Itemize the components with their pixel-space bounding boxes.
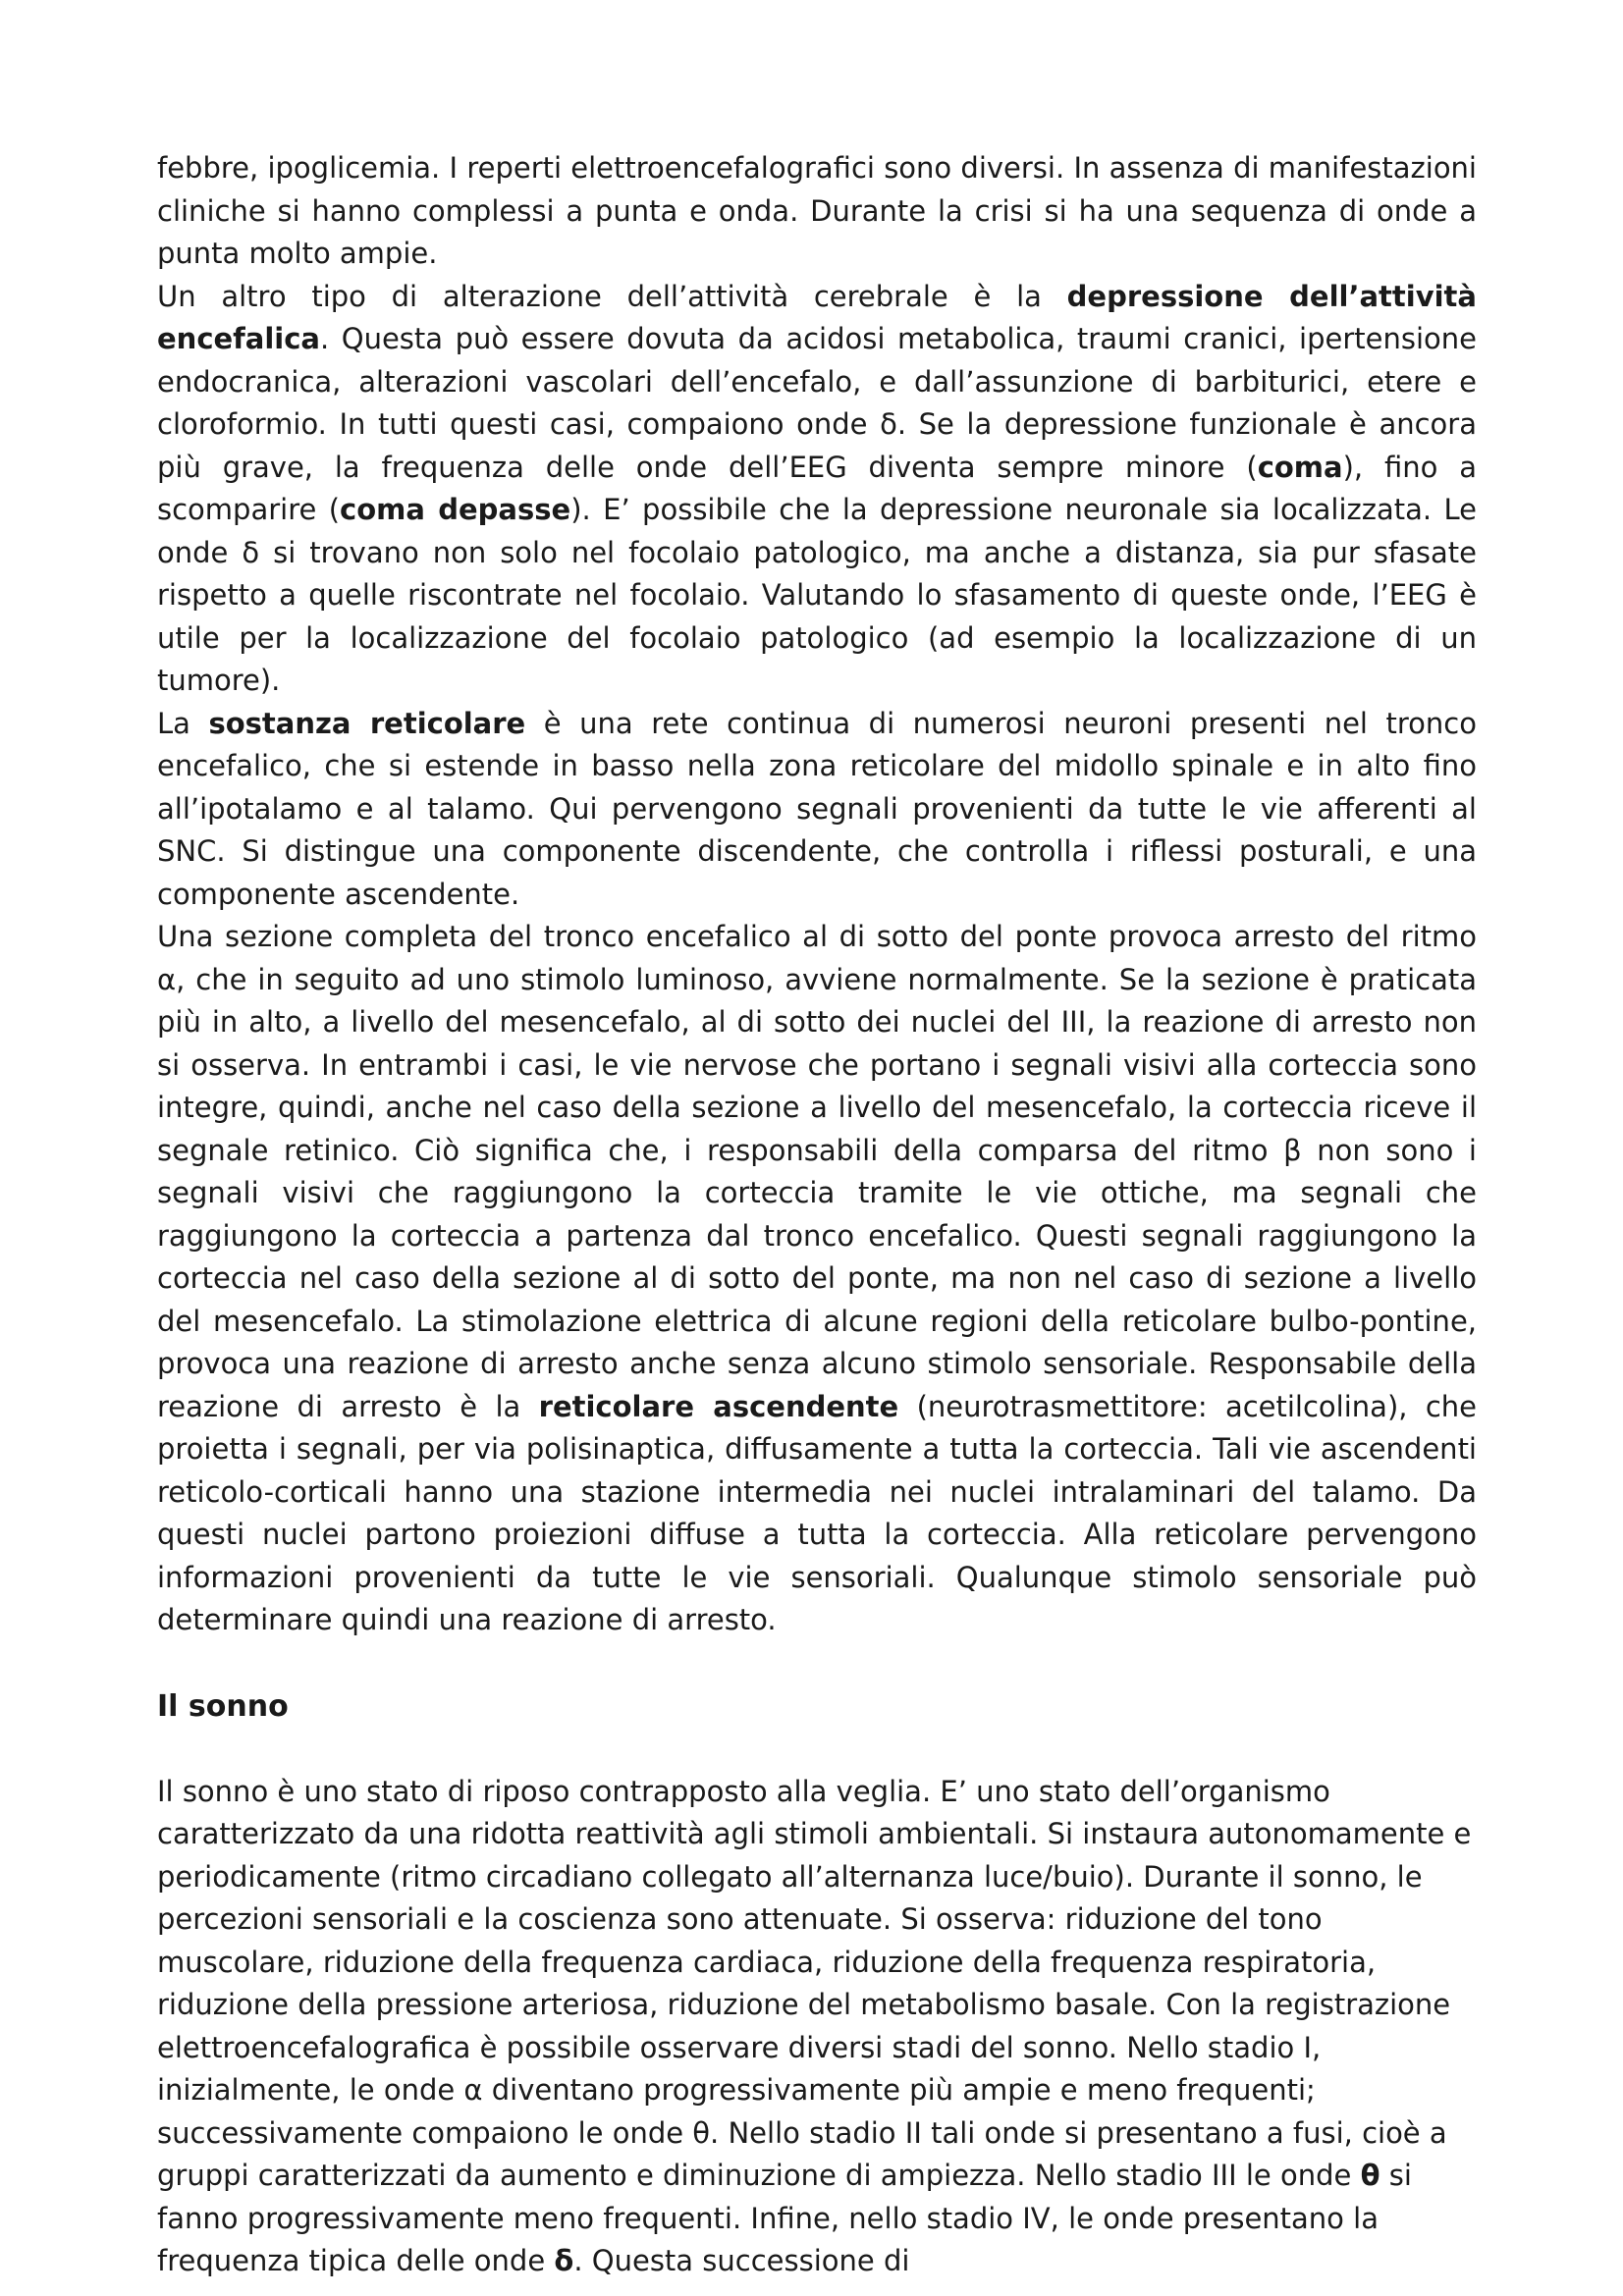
text-run: febbre, ipoglicemia. I reperti elettroencefalografici sono diversi. In assenza di manifestazioni cliniche si hanno complessi a punta e onda. Durante la crisi si ha una sequenza di onde a punta molto ampie. (157, 151, 1477, 270)
body-text (157, 147, 1477, 1642)
sleep-paragraph (157, 1771, 1477, 2283)
text-run: si fanno progressivamente meno frequenti. Infine, nello stadio IV, le onde presentano la frequenza tipica delle onde (157, 2159, 1412, 2277)
bold-term: reticolare ascendente (538, 1389, 899, 1423)
text-run: La (157, 706, 209, 740)
bold-term: sostanza reticolare (208, 706, 526, 740)
bold-term: δ (554, 2244, 574, 2277)
bold-term: coma (1257, 450, 1343, 484)
bold-term: θ (1360, 2159, 1380, 2192)
bold-term: coma depasse (340, 493, 571, 526)
text-run: Un altro tipo di alterazione dell’attività cerebrale è la (157, 279, 1067, 313)
text-run: Il sonno è uno stato di riposo contrapposto alla veglia. E’ uno stato dell’organismo caratterizzato da una ridotta reattività agli stimoli ambientali. Si instaura autonomamente e periodicamente (ritmo circadiano collegato all’alternanza luce/buio). Durante il sonno, le percezioni sensoriali e la coscienza sono attenuate. Si osserva: riduzione del tono muscolare, riduzione della frequenza cardiaca, riduzione della frequenza respiratoria, riduzione della pressione arteriosa, riduzione del metabolismo basale. Con la registrazione elettroencefalografica è possibile osservare diversi stadi del sonno. Nello stadio I, inizialmente, le onde α diventano progressivamente più ampie e meno frequenti; successivamente compaiono le onde θ. Nello stadio II tali onde si presentano a fusi, cioè a gruppi caratterizzati da aumento e diminuzione di ampiezza. Nello stadio III le onde (157, 1774, 1472, 2192)
text-run: ), fino a scomparire ( (157, 450, 1477, 526)
text-run: è una rete continua di numerosi neuroni presenti nel tronco encefalico, che si estende in basso nella zona reticolare del midollo spinale e in alto fino all’ipotalamo e al talamo. Qui pervengono segnali provenienti da tutte le vie afferenti al SNC. Si distingue una componente discendente, che controlla i riflessi posturali, e una componente ascendente. (157, 706, 1477, 911)
bold-term: depressione dell’attività encefalica (157, 279, 1477, 355)
text-run: . Questa successione di (573, 2244, 910, 2277)
section-heading: Il sonno (157, 1688, 289, 1724)
paragraph (157, 703, 1477, 917)
text-run: Una sezione completa del tronco encefalico al di sotto del ponte provoca arresto del ritmo α, che in seguito ad uno stimolo luminoso, avviene normalmente. Se la sezione è praticata più in alto, a livello del mesencefalo, al di sotto dei nuclei del III, la reazione di arresto non si osserva. In entrambi i casi, le vie nervose che portano i segnali visivi alla corteccia sono integre, quindi, anche nel caso della sezione a livello del mesencefalo, la corteccia riceve il segnale retinico. Ciò significa che, i responsabili della comparsa del ritmo β non sono i segnali visivi che raggiungono la corteccia tramite le vie ottiche, ma segnali che raggiungono la corteccia a partenza dal tronco encefalico. Questi segnali raggiungono la corteccia nel caso della sezione al di sotto del ponte, ma non nel caso di sezione a livello del mesencefalo. La stimolazione elettrica di alcune regioni della reticolare bulbo-pontine, provoca una reazione di arresto anche senza alcuno stimolo sensoriale. Responsabile della reazione di arresto è la (157, 920, 1477, 1423)
text-run: . Questa può essere dovuta da acidosi metabolica, traumi cranici, ipertensione endocranica, alterazioni vascolari dell’encefalo, e dall’assunzione di barbiturici, etere e cloroformio. In tutti questi casi, compaiono onde δ. Se la depressione funzionale è ancora più grave, la frequenza delle onde dell’EEG diventa sempre minore ( (157, 322, 1477, 484)
document-page (157, 147, 1477, 2283)
text-run: ). E’ possibile che la depressione neuronale sia localizzata. Le onde δ si trovano non solo nel focolaio patologico, ma anche a distanza, sia pur sfasate rispetto a quelle riscontrate nel focolaio. Valutando lo sfasamento di queste onde, l’EEG è utile per la localizzazione del focolaio patologico (ad esempio la localizzazione di un tumore). (157, 493, 1477, 697)
paragraph (157, 276, 1477, 703)
paragraph (157, 147, 1477, 276)
paragraph (157, 916, 1477, 1642)
text-run: (neurotrasmettitore: acetilcolina), che proietta i segnali, per via polisinaptica, diffusamente a tutta la corteccia. Tali vie ascendenti reticolo-corticali hanno una stazione intermedia nei nuclei intralaminari del talamo. Da questi nuclei partono proiezioni diffuse a tutta la corteccia. Alla reticolare pervengono informazioni provenienti da tutte le vie sensoriali. Qualunque stimolo sensoriale può determinare quindi una reazione di arresto. (157, 1389, 1478, 1636)
